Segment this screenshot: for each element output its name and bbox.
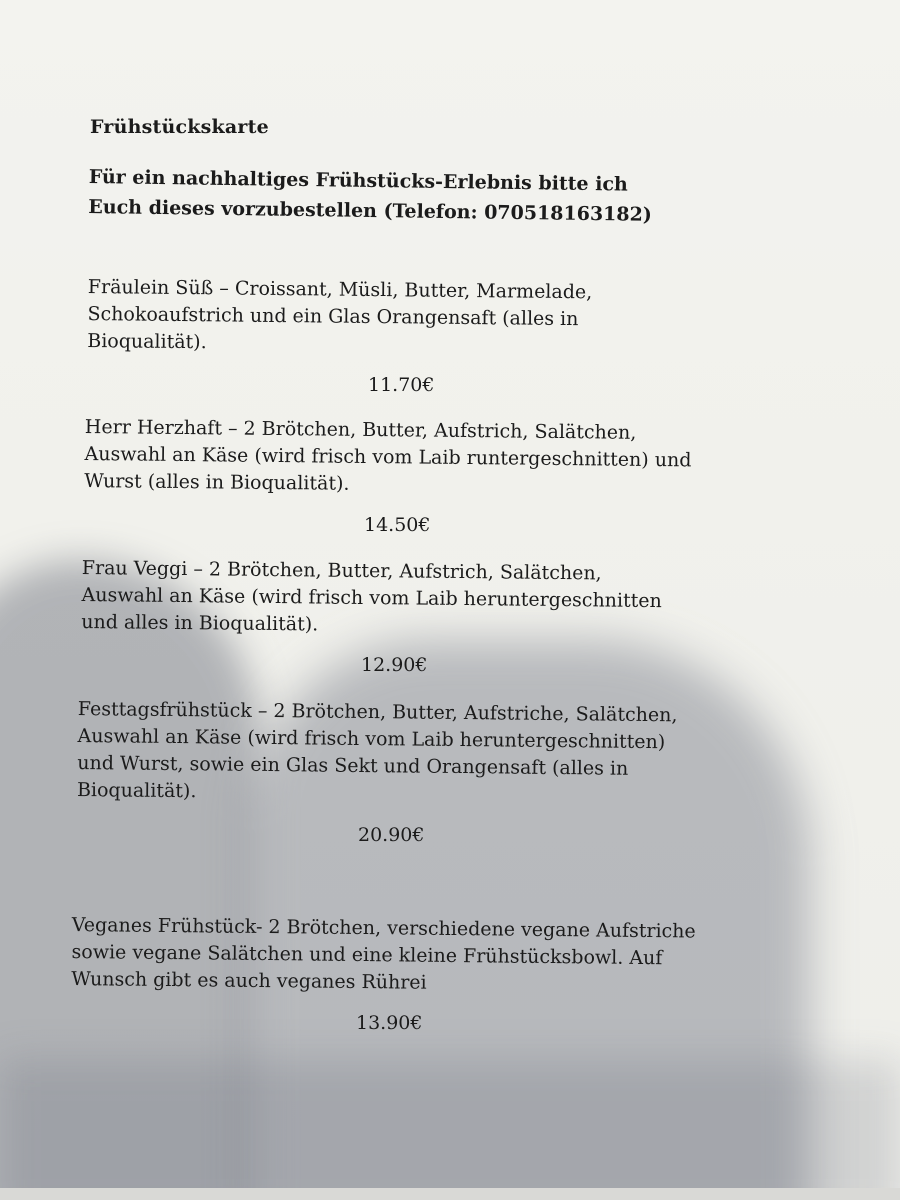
menu-item-price: 14.50€	[364, 514, 431, 536]
reservation-note-line-2: Euch dieses vorzubestellen (Telefon: 070518163182)	[88, 195, 652, 226]
page-title: Frühstückskarte	[90, 116, 269, 138]
menu-item-price: 11.70€	[368, 374, 435, 396]
menu-item-description: Veganes Frühstück- 2 Brötchen, verschiedene vegane Aufstriche sowie vegane Salätchen und eine kleine Frühstücksbowl. Auf Wunsch gibt es auch veganes Rührei	[71, 913, 696, 994]
menu-item-price: 20.90€	[358, 824, 425, 846]
menu-item-price: 13.90€	[356, 1012, 423, 1034]
menu-item-price: 12.90€	[361, 654, 428, 676]
menu-item-description: Herr Herzhaft – 2 Brötchen, Butter, Aufstrich, Salätchen, Auswahl an Käse (wird frisch vom Laib runtergeschnitten) und Wurst (alles in Bioqualität).	[84, 415, 692, 495]
menu-item-description: Fräulein Süß – Croissant, Müsli, Butter, Marmelade, Schokoaufstrich und ein Glas Orangensaft (alles in Bioqualität).	[87, 275, 593, 354]
menu-item-description: Festtagsfrühstück – 2 Brötchen, Butter, Aufstriche, Salätchen, Auswahl an Käse (wird frisch vom Laib heruntergeschnitten) und Wurst, sowie ein Glas Sekt und Orangensaft (alles in Bioqualität).	[76, 697, 678, 803]
reservation-note	[88, 162, 709, 231]
menu-item-description: Frau Veggi – 2 Brötchen, Butter, Aufstrich, Salätchen, Auswahl an Käse (wird frisch vom Laib heruntergeschnitten und alles in Bioqualität).	[81, 556, 662, 636]
reservation-note-line-1: Für ein nachhaltiges Frühstücks-Erlebnis bitte ich	[88, 165, 628, 196]
